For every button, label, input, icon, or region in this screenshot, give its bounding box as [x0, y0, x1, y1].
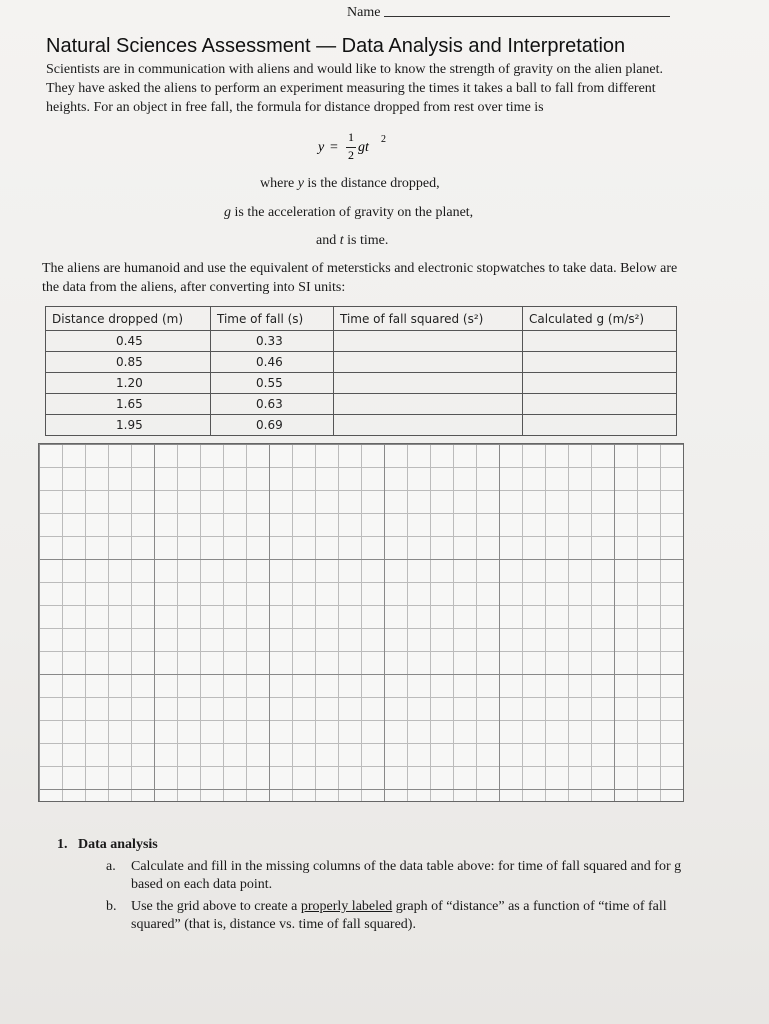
free-fall-formula	[318, 130, 398, 166]
calculated-g-cell[interactable]	[523, 394, 677, 415]
table-row	[46, 394, 677, 415]
data-description-paragraph: The aliens are humanoid and use the equivalent of metersticks and electronic stopwatches to take data. Below are the data from the aliens, after converting into SI units:	[42, 261, 678, 295]
time-cell: 0.33	[211, 331, 334, 352]
time-cell: 0.46	[211, 352, 334, 373]
time-cell: 0.55	[211, 373, 334, 394]
table-row	[46, 373, 677, 394]
time-squared-cell[interactable]	[334, 331, 523, 352]
graph-grid[interactable]	[38, 443, 684, 802]
table-row	[46, 415, 677, 436]
time-cell: 0.63	[211, 394, 334, 415]
calculated-g-cell[interactable]	[523, 331, 677, 352]
column-header-time: Time of fall (s)	[211, 307, 334, 331]
time-squared-cell[interactable]	[334, 394, 523, 415]
time-squared-cell[interactable]	[334, 415, 523, 436]
formula-numerator: 1	[348, 130, 354, 144]
distance-cell: 0.85	[46, 352, 211, 373]
formula-equals: =	[330, 140, 338, 155]
intro-paragraph: Scientists are in communication with aliens and would like to know the strength of gravity on the alien planet. They have asked the aliens to perform an experiment measuring the times it takes a ball to fall from different heights. For an object in free fall, the formula for distance dropped from rest over time is	[46, 62, 664, 115]
definition-g: g is the acceleration of gravity on the planet,	[224, 205, 474, 220]
data-table	[45, 306, 677, 436]
distance-cell: 1.65	[46, 394, 211, 415]
time-squared-cell[interactable]	[334, 373, 523, 394]
table-header-row	[46, 307, 677, 331]
formula-denominator: 2	[348, 148, 354, 162]
question-1-heading: 1. Data analysis	[57, 837, 158, 852]
table-row	[46, 331, 677, 352]
name-field[interactable]	[384, 16, 670, 17]
time-cell: 0.69	[211, 415, 334, 436]
distance-cell: 1.20	[46, 373, 211, 394]
question-b-label: b.	[106, 899, 117, 914]
question-b-text: Use the grid above to create a properly labeled graph of “distance” as a function of “time of fall squared” (that is, distance vs. time of fall squared).	[131, 899, 667, 932]
definition-y: where y is the distance dropped,	[260, 176, 440, 191]
definition-t: and t is time.	[316, 233, 389, 248]
page-title: Natural Sciences Assessment — Data Analysis and Interpretation	[46, 35, 626, 57]
question-a-label: a.	[106, 859, 116, 874]
calculated-g-cell[interactable]	[523, 352, 677, 373]
formula-exponent: 2	[381, 134, 386, 145]
table-row	[46, 352, 677, 373]
distance-cell: 0.45	[46, 331, 211, 352]
column-header-distance: Distance dropped (m)	[46, 307, 211, 331]
calculated-g-cell[interactable]	[523, 373, 677, 394]
calculated-g-cell[interactable]	[523, 415, 677, 436]
column-header-calculated-g: Calculated g (m/s²)	[523, 307, 677, 331]
time-squared-cell[interactable]	[334, 352, 523, 373]
formula-y: y	[318, 140, 325, 155]
name-label: Name	[347, 5, 381, 20]
formula-gt: gt	[358, 140, 369, 155]
column-header-time-squared: Time of fall squared (s²)	[334, 307, 523, 331]
question-a-text: Calculate and fill in the missing columns of the data table above: for time of fall squared and for g based on each data point.	[131, 859, 682, 892]
distance-cell: 1.95	[46, 415, 211, 436]
